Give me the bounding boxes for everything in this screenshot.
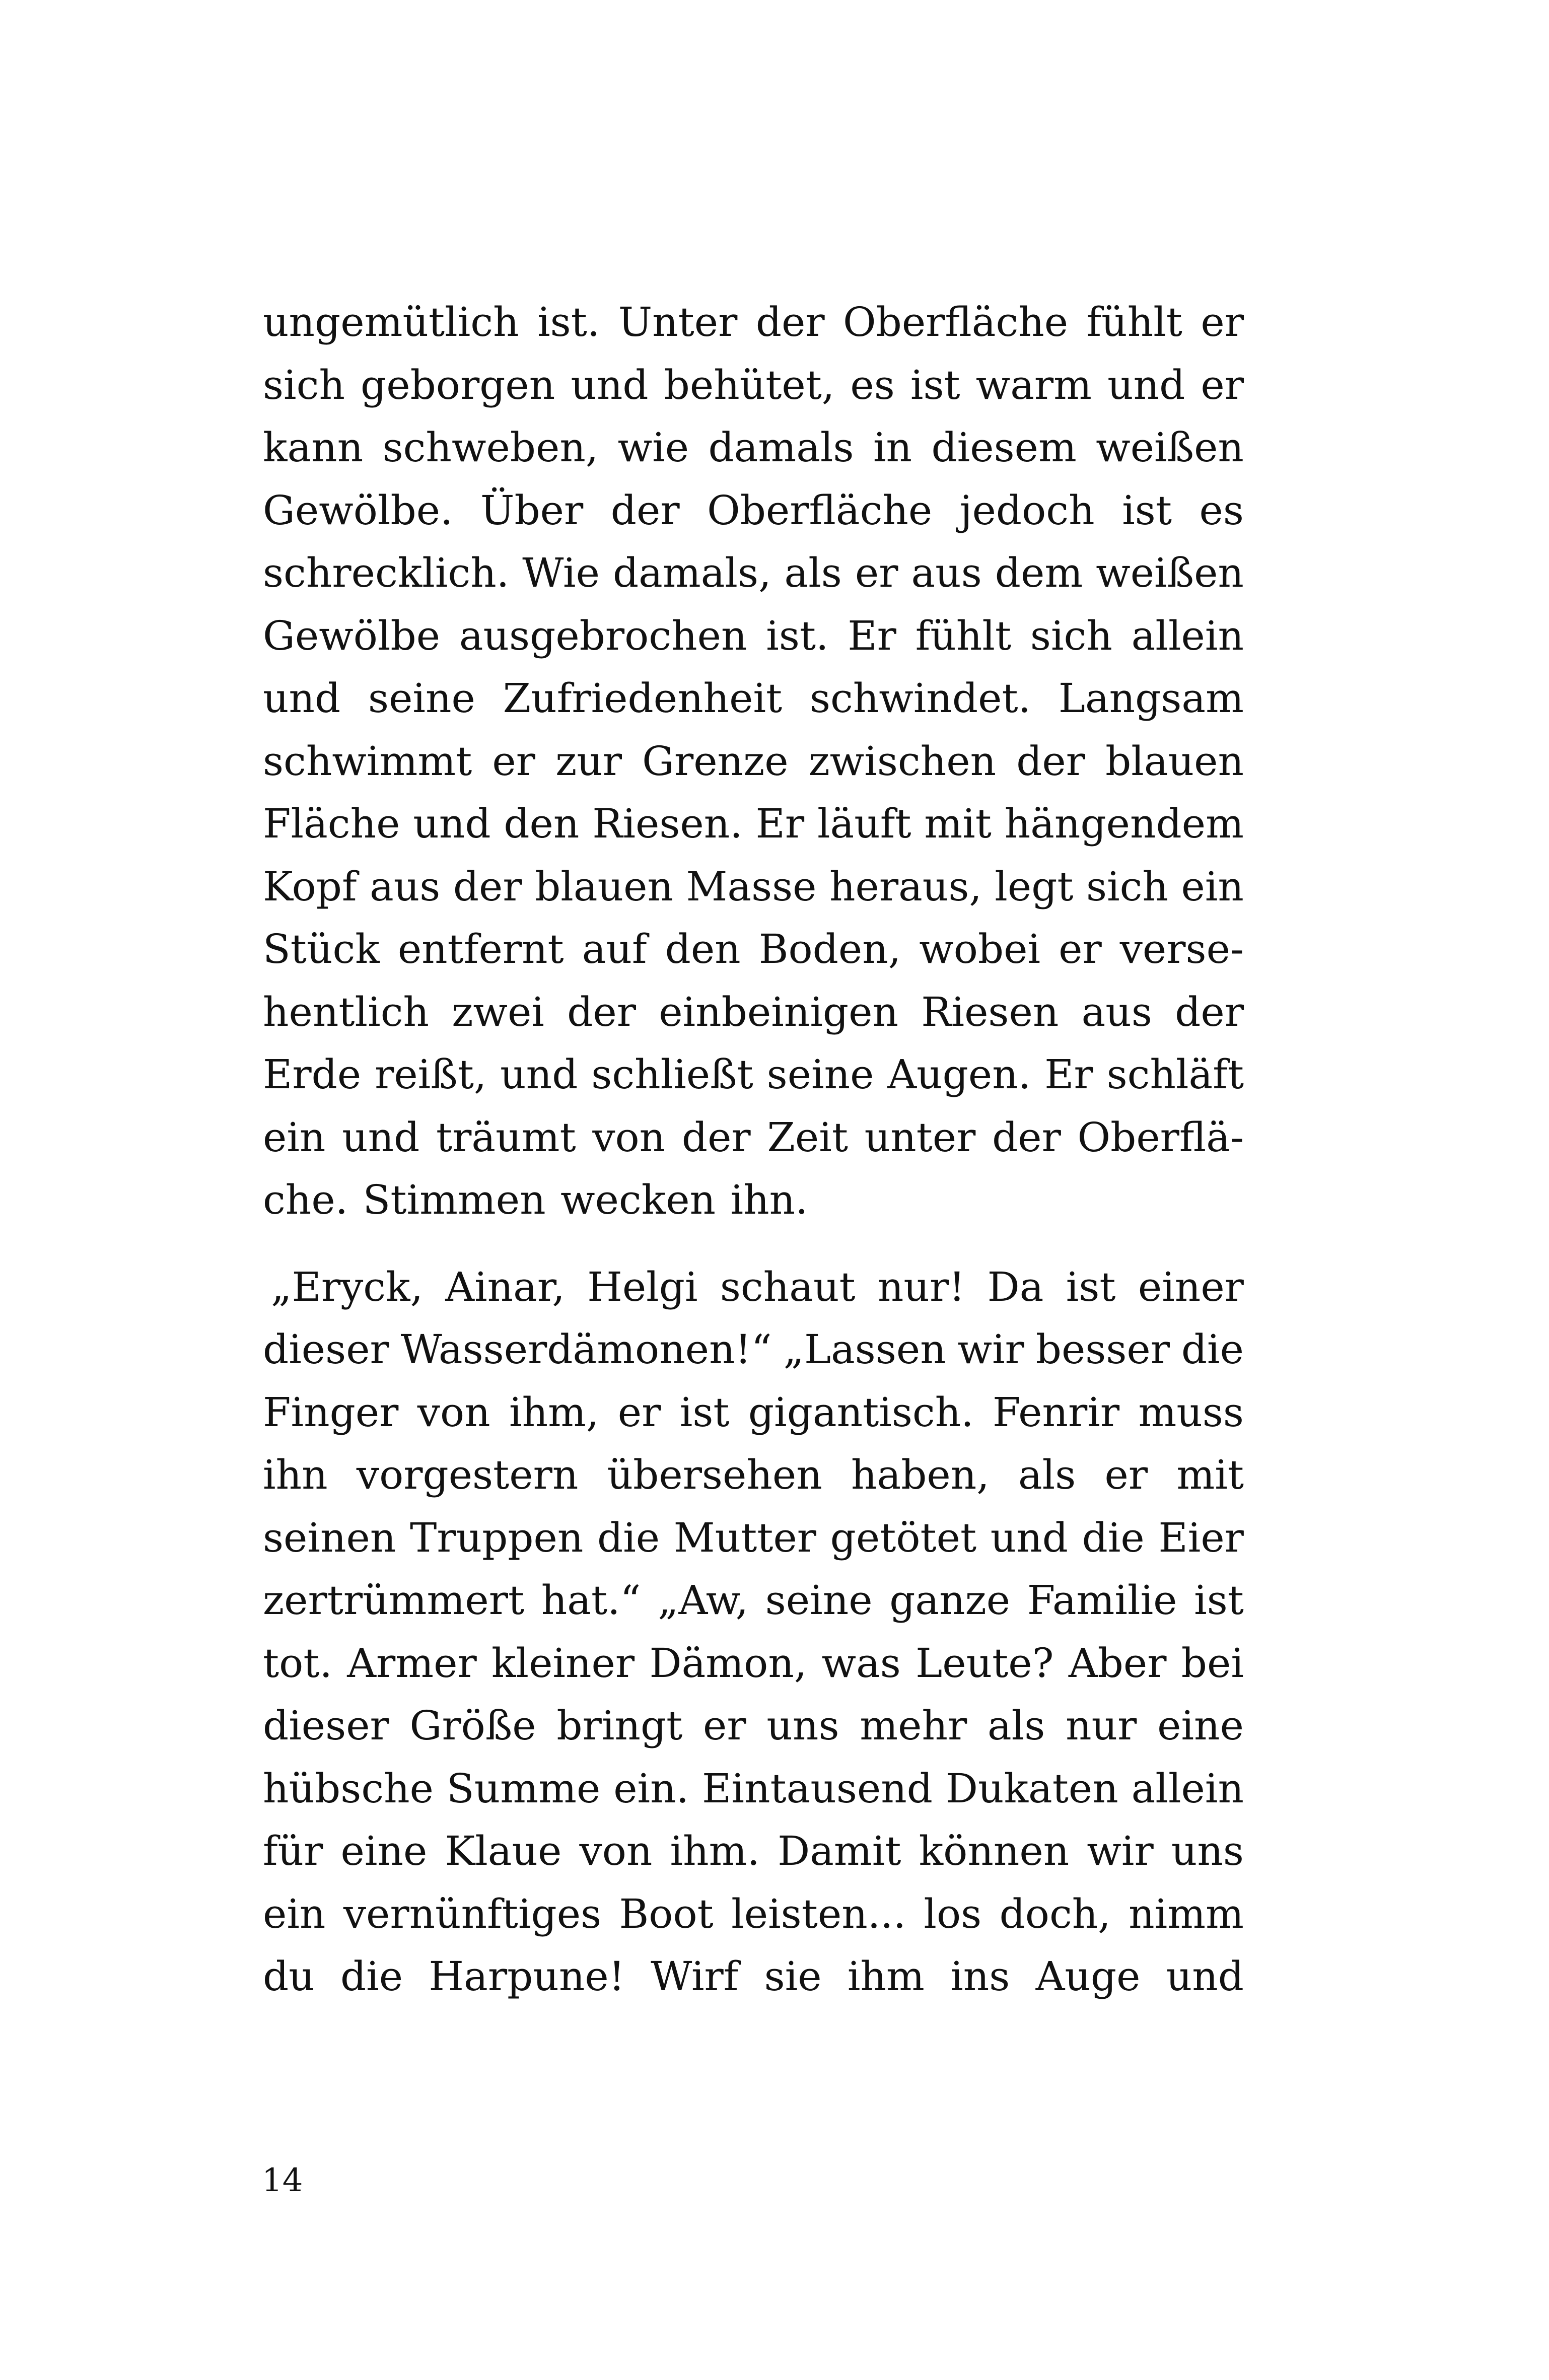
- word: der: [1016, 737, 1085, 785]
- word: Gewölbe: [263, 612, 441, 659]
- word: ist: [910, 361, 960, 408]
- word: Oberfläche: [843, 299, 1069, 345]
- word: damals: [708, 424, 854, 471]
- word: allein: [1131, 612, 1244, 659]
- word: ein: [263, 1890, 326, 1937]
- word: Oberflä-: [1077, 1113, 1244, 1161]
- word: Auge: [1035, 1953, 1141, 2000]
- word: der: [1175, 988, 1244, 1035]
- text-line: [263, 1043, 1244, 1106]
- paragraph-1: [263, 291, 1244, 1232]
- word: sie: [764, 1953, 822, 2000]
- word: nur!: [877, 1263, 965, 1310]
- word: Boden,: [758, 926, 901, 972]
- word: nimm: [1129, 1890, 1244, 1937]
- word: Eintausend: [701, 1765, 933, 1812]
- word: Ainar,: [445, 1263, 565, 1310]
- word: es: [850, 361, 895, 408]
- word: er: [1104, 1451, 1148, 1498]
- word: Klaue: [445, 1828, 562, 1874]
- text-line: [263, 1820, 1244, 1883]
- word: von: [579, 1828, 653, 1874]
- word: hängendem: [1004, 800, 1244, 847]
- word: getötet: [830, 1514, 977, 1561]
- word: kann: [263, 424, 364, 471]
- word: schwindet.: [809, 675, 1031, 722]
- page-number: 14: [262, 2162, 303, 2199]
- word: übersehen: [607, 1451, 822, 1498]
- word: fühlt: [915, 612, 1012, 659]
- word: ist: [1194, 1577, 1244, 1624]
- word: Über: [480, 486, 584, 534]
- word: der: [610, 486, 680, 534]
- word: jedoch: [959, 486, 1095, 534]
- text-line: che. Stimmen wecken ihn.: [263, 1176, 808, 1223]
- text-line: [263, 1507, 1244, 1570]
- word: aus: [1081, 988, 1152, 1035]
- word: muss: [1138, 1388, 1244, 1436]
- word: blauen: [535, 863, 673, 910]
- word: auf: [582, 926, 647, 972]
- word: Masse: [686, 863, 817, 910]
- text-line: [263, 981, 1244, 1044]
- word: Familie: [1027, 1577, 1177, 1624]
- word: nur: [1066, 1702, 1137, 1749]
- word: träumt: [436, 1113, 576, 1161]
- body-text: [263, 291, 1244, 2008]
- word: die: [1181, 1326, 1244, 1373]
- word: diesem: [931, 424, 1077, 471]
- word: unter: [864, 1113, 976, 1161]
- word: Wasserdämonen!“: [400, 1326, 772, 1373]
- text-line: [263, 542, 1244, 605]
- word: „Eryck,: [271, 1263, 423, 1310]
- word: schaut: [720, 1263, 856, 1310]
- word: Grenze: [642, 737, 789, 785]
- word: tot.: [263, 1639, 332, 1687]
- word: geborgen: [361, 361, 555, 408]
- word: mit: [1176, 1451, 1244, 1498]
- word: ihm: [847, 1953, 925, 2000]
- word: was: [821, 1639, 901, 1687]
- word: Wirf: [651, 1953, 739, 2000]
- word: uns: [766, 1702, 839, 1749]
- word: leisten...: [731, 1890, 906, 1937]
- word: du: [263, 1953, 315, 2000]
- word: schweben,: [382, 424, 599, 471]
- word: Riesen: [921, 988, 1059, 1035]
- word: von: [417, 1388, 490, 1436]
- word: hentlich: [263, 988, 430, 1035]
- word: der: [567, 988, 636, 1035]
- word: Aber: [1068, 1639, 1167, 1687]
- word: Wie: [522, 549, 600, 596]
- word: ist.: [537, 299, 600, 345]
- word: aus: [911, 549, 982, 596]
- word: und: [1107, 361, 1185, 408]
- word: „Lassen: [783, 1326, 946, 1373]
- word: die: [340, 1953, 403, 2000]
- word: und: [342, 1113, 420, 1161]
- text-line: [263, 1695, 1244, 1758]
- word: und: [263, 675, 341, 722]
- text-line: [263, 354, 1244, 417]
- word: wir: [957, 1326, 1024, 1373]
- word: Finger: [263, 1388, 399, 1436]
- word: Summe: [446, 1765, 601, 1812]
- word: Dukaten: [945, 1765, 1118, 1812]
- word: Truppen: [409, 1514, 584, 1561]
- word: kleiner: [491, 1639, 635, 1687]
- word: als: [987, 1702, 1045, 1749]
- word: er: [703, 1702, 746, 1749]
- word: den: [504, 800, 580, 847]
- word: weißen: [1096, 549, 1244, 596]
- word: weißen: [1096, 424, 1244, 471]
- word: wie: [617, 424, 689, 471]
- word: fühlt: [1086, 299, 1182, 345]
- word: schrecklich.: [263, 549, 510, 596]
- word: eine: [1157, 1702, 1244, 1749]
- word: Helgi: [587, 1263, 698, 1310]
- word: bringt: [556, 1702, 683, 1749]
- word: dem: [995, 549, 1083, 596]
- word: bei: [1181, 1639, 1244, 1687]
- word: wir: [1087, 1828, 1154, 1874]
- word: gigantisch.: [748, 1388, 974, 1436]
- word: ihm.: [670, 1828, 760, 1874]
- text-line: [263, 856, 1244, 919]
- word: dieser: [263, 1326, 389, 1373]
- text-line: [263, 1381, 1244, 1444]
- word: ausgebrochen: [459, 612, 747, 659]
- text-line: [263, 1318, 1244, 1381]
- text-line: [263, 667, 1244, 730]
- word: Fläche: [263, 800, 400, 847]
- word: doch,: [999, 1890, 1111, 1937]
- word: einer: [1138, 1263, 1244, 1310]
- word: den: [665, 926, 741, 972]
- word: Er: [1044, 1051, 1093, 1098]
- word: „Aw,: [658, 1577, 749, 1624]
- word: können: [919, 1828, 1070, 1874]
- word: Zeit: [767, 1113, 848, 1161]
- word: Dämon,: [649, 1639, 807, 1687]
- word: Erde: [263, 1051, 362, 1098]
- word: ist: [1122, 486, 1172, 534]
- word: Mutter: [673, 1514, 817, 1561]
- word: behütet,: [664, 361, 835, 408]
- word: besser: [1035, 1326, 1170, 1373]
- word: er: [855, 549, 898, 596]
- word: ihn: [263, 1451, 328, 1498]
- word: der: [681, 1113, 751, 1161]
- word: blauen: [1105, 737, 1244, 785]
- word: der: [992, 1113, 1061, 1161]
- word: Harpune!: [429, 1953, 625, 2000]
- word: aus: [370, 863, 441, 910]
- text-line: [263, 1444, 1244, 1507]
- word: entfernt: [397, 926, 564, 972]
- word: ihm,: [509, 1388, 599, 1436]
- word: ist: [1066, 1263, 1116, 1310]
- word: er: [1201, 361, 1244, 408]
- word: der: [453, 863, 522, 910]
- word: eine: [340, 1828, 428, 1874]
- word: reißt,: [375, 1051, 487, 1098]
- word: Langsam: [1058, 675, 1244, 722]
- text-line: [263, 1945, 1244, 2008]
- word: die: [1082, 1514, 1145, 1561]
- word: ein: [263, 1113, 326, 1161]
- word: Fenrir: [993, 1388, 1120, 1436]
- word: heraus,: [829, 863, 982, 910]
- word: für: [263, 1828, 323, 1874]
- word: und: [990, 1514, 1069, 1561]
- word: Größe: [409, 1702, 536, 1749]
- word: seine: [766, 1051, 874, 1098]
- word: warm: [975, 361, 1092, 408]
- word: die: [597, 1514, 660, 1561]
- word: haben,: [851, 1451, 990, 1498]
- word: Leute?: [916, 1639, 1054, 1687]
- word: ganze: [889, 1577, 1011, 1624]
- word: er: [1201, 299, 1244, 345]
- word: dieser: [263, 1702, 389, 1749]
- word: es: [1199, 486, 1244, 534]
- text-line: [263, 291, 1244, 354]
- word: Kopf: [263, 863, 357, 910]
- word: mit: [924, 800, 992, 847]
- word: Augen.: [887, 1051, 1031, 1098]
- word: mehr: [860, 1702, 967, 1749]
- word: Boot: [619, 1890, 714, 1937]
- word: als: [1018, 1451, 1076, 1498]
- word: uns: [1171, 1828, 1244, 1874]
- word: seine: [368, 675, 475, 722]
- word: sich: [263, 361, 345, 408]
- word: Gewölbe.: [263, 486, 453, 534]
- word: Unter: [618, 299, 738, 345]
- text-line: [263, 416, 1244, 479]
- word: Armer: [347, 1639, 477, 1687]
- word: los: [924, 1890, 982, 1937]
- word: seinen: [263, 1514, 396, 1561]
- word: vernünftiges: [343, 1890, 602, 1937]
- word: einbeinigen: [659, 988, 898, 1035]
- word: und: [1166, 1953, 1244, 2000]
- word: sich: [1030, 612, 1112, 659]
- word: hat.“: [541, 1577, 641, 1624]
- word: damals,: [612, 549, 771, 596]
- word: zwischen: [808, 737, 997, 785]
- word: verse-: [1119, 926, 1244, 972]
- word: zur: [555, 737, 622, 785]
- word: schläft: [1106, 1051, 1244, 1098]
- word: Zufriedenheit: [503, 675, 783, 722]
- word: läuft: [817, 800, 911, 847]
- word: ungemütlich: [263, 299, 519, 345]
- word: er: [1059, 926, 1102, 972]
- text-line: [263, 479, 1244, 542]
- word: Er: [848, 612, 896, 659]
- word: zertrümmert: [263, 1577, 525, 1624]
- word: ein.: [613, 1765, 689, 1812]
- word: Stück: [263, 926, 380, 972]
- word: der: [755, 299, 825, 345]
- word: sich: [1086, 863, 1168, 910]
- word: schwimmt: [263, 737, 472, 785]
- word: legt: [995, 863, 1074, 910]
- word: er: [617, 1388, 661, 1436]
- text-line: [263, 1632, 1244, 1695]
- word: zwei: [452, 988, 544, 1035]
- text-line: [263, 1256, 1244, 1319]
- text-line: [263, 605, 1244, 668]
- word: Da: [987, 1263, 1044, 1310]
- text-line: [263, 1758, 1244, 1821]
- word: vorgestern: [356, 1451, 579, 1498]
- text-line: [263, 918, 1244, 981]
- text-line: [263, 793, 1244, 856]
- word: und: [500, 1051, 578, 1098]
- word: ein: [1181, 863, 1244, 910]
- word: Riesen.: [592, 800, 743, 847]
- word: Damit: [778, 1828, 901, 1874]
- text-line: [263, 1106, 1244, 1169]
- word: von: [592, 1113, 666, 1161]
- word: Oberfläche: [707, 486, 933, 534]
- word: ist: [679, 1388, 730, 1436]
- word: ins: [950, 1953, 1010, 2000]
- word: und: [413, 800, 491, 847]
- word: seine: [765, 1577, 873, 1624]
- word: wobei: [919, 926, 1041, 972]
- word: und: [571, 361, 649, 408]
- text-line: [263, 730, 1244, 793]
- paragraph-gap: [263, 1232, 1244, 1256]
- word: Eier: [1158, 1514, 1244, 1561]
- text-line: [263, 1883, 1244, 1946]
- word: in: [873, 424, 912, 471]
- word: er: [492, 737, 535, 785]
- word: als: [784, 549, 842, 596]
- word: allein: [1131, 1765, 1244, 1812]
- word: ist.: [766, 612, 829, 659]
- text-line: [263, 1569, 1244, 1632]
- word: hübsche: [263, 1765, 434, 1812]
- word: Er: [755, 800, 805, 847]
- word: schließt: [591, 1051, 753, 1098]
- paragraph-2: [263, 1256, 1244, 2008]
